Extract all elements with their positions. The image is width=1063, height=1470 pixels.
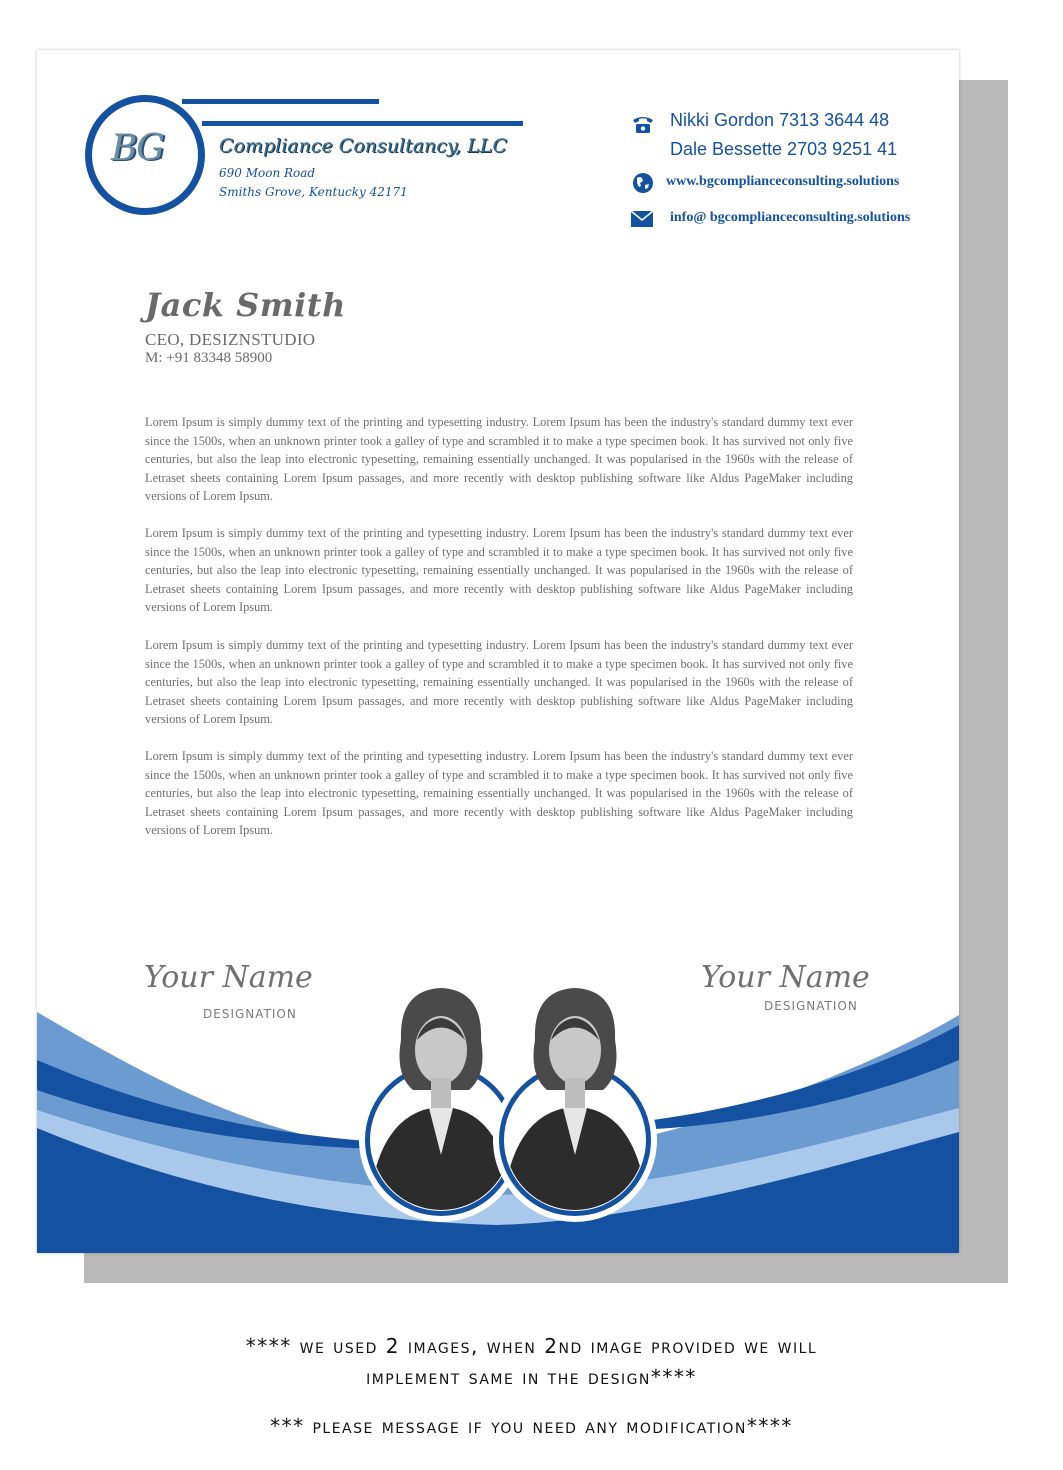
address-line-2: Smiths Grove, Kentucky 42171	[219, 185, 408, 199]
signer-title: CEO, DESIZNSTUDIO	[145, 330, 316, 349]
company-name: Compliance Consultancy, LLC	[219, 135, 507, 157]
signer-name: Jack Smith	[145, 286, 346, 324]
email-link[interactable]: info@ bgcomplianceconsulting.solutions	[670, 210, 911, 225]
globe-icon	[631, 172, 655, 194]
address-line-1: 690 Moon Road	[219, 166, 316, 180]
signature-name-right: Your Name	[701, 960, 870, 995]
designation-right: DESIGNATION	[764, 999, 858, 1013]
designation-left: DESIGNATION	[203, 1007, 297, 1021]
body-paragraph: Lorem Ipsum is simply dummy text of the printing and typesetting industry. Lorem Ipsum has been the industry's standard dummy text ever since the 1500s, when an unknown printer took a galley of type and scrambled it to make a type specimen book. It has survived not only five centuries, but also the leap into electronic typesetting, remaining essentially unchanged. It was popularised in the 1960s with the release of Letraset sheets containing Lorem Ipsum passages, and more recently with desktop publishing software like Aldus PageMaker including versions of Lorem Ipsum.	[145, 415, 853, 504]
phone-contact-1: Nikki Gordon 7313 3644 48	[670, 110, 890, 130]
signature-name-left: Your Name	[144, 960, 313, 995]
logo-monogram: BG	[111, 128, 163, 169]
website-link[interactable]: www.bgcomplianceconsulting.solutions	[666, 174, 900, 189]
note-line-1: **** we used 2 images, when 2nd image provided we will	[245, 1334, 818, 1358]
phone-contact-2: Dale Bessette 2703 9251 41	[670, 139, 898, 159]
note-line-2: implement same in the design****	[366, 1365, 697, 1389]
portrait-photos	[357, 980, 657, 1230]
logo-stripe-bottom	[202, 121, 523, 126]
envelope-icon	[630, 208, 654, 230]
body-paragraph: Lorem Ipsum is simply dummy text of the printing and typesetting industry. Lorem Ipsum has been the industry's standard dummy text ever since the 1500s, when an unknown printer took a galley of type and scrambled it to make a type specimen book. It has survived not only five centuries, but also the leap into electronic typesetting, remaining essentially unchanged. It was popularised in the 1960s with the release of Letraset sheets containing Lorem Ipsum passages, and more recently with desktop publishing software like Aldus PageMaker including versions of Lorem Ipsum.	[145, 638, 853, 727]
note-line-3: *** please message if you need any modification****	[270, 1414, 793, 1438]
body-paragraph: Lorem Ipsum is simply dummy text of the printing and typesetting industry. Lorem Ipsum has been the industry's standard dummy text ever since the 1500s, when an unknown printer took a galley of type and scrambled it to make a type specimen book. It has survived not only five centuries, but also the leap into electronic typesetting, remaining essentially unchanged. It was popularised in the 1960s with the release of Letraset sheets containing Lorem Ipsum passages, and more recently with desktop publishing software like Aldus PageMaker including versions of Lorem Ipsum.	[145, 749, 853, 838]
telephone-icon	[631, 113, 655, 135]
signer-phone: M: +91 83348 58900	[145, 350, 273, 366]
letterhead-sheet	[37, 50, 959, 1253]
logo-stripe-top	[182, 99, 379, 104]
body-paragraph: Lorem Ipsum is simply dummy text of the printing and typesetting industry. Lorem Ipsum has been the industry's standard dummy text ever since the 1500s, when an unknown printer took a galley of type and scrambled it to make a type specimen book. It has survived not only five centuries, but also the leap into electronic typesetting, remaining essentially unchanged. It was popularised in the 1960s with the release of Letraset sheets containing Lorem Ipsum passages, and more recently with desktop publishing software like Aldus PageMaker including versions of Lorem Ipsum.	[145, 526, 853, 615]
